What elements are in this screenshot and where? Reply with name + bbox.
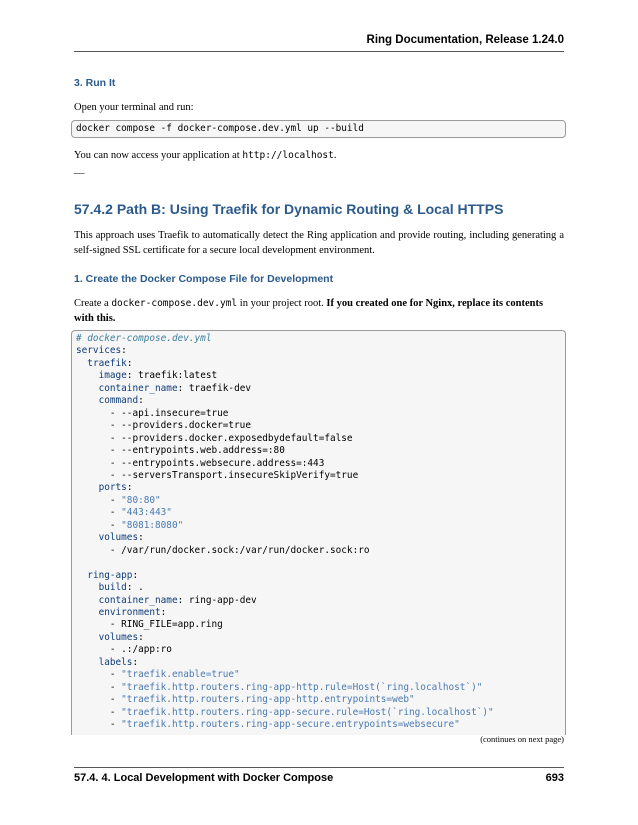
run-command: docker compose -f docker-compose.dev.yml up --build xyxy=(76,123,364,134)
code-line: volumes: xyxy=(98,631,144,643)
yaml-key: labels xyxy=(98,656,133,668)
code-line: - "8081:8080" xyxy=(76,519,184,531)
yaml-list-value: --serversTransport.insecureSkipVerify=true xyxy=(121,469,359,481)
yaml-list-value: "80:80" xyxy=(121,494,161,506)
yaml-key: ports xyxy=(98,482,127,494)
code-line: - "traefik.http.routers.ring-app-http.rule=Host(`ring.localhost`)" xyxy=(76,681,483,693)
yaml-code xyxy=(72,331,565,734)
access-suffix: . xyxy=(333,150,337,161)
yaml-list-value: RING_FILE=app.ring xyxy=(121,619,223,631)
code-line: - "traefik.http.routers.ring-app-http.entrypoints=web" xyxy=(76,694,415,706)
page-footer xyxy=(74,772,564,784)
yaml-key: traefik xyxy=(87,357,127,369)
access-text xyxy=(74,149,564,164)
run-command-block xyxy=(71,120,566,138)
yaml-list-value: --entrypoints.websecure.address=:443 xyxy=(121,457,325,469)
code-line: - "80:80" xyxy=(76,494,161,506)
yaml-list-value: "8081:8080" xyxy=(121,519,184,531)
yaml-list-value: --providers.docker=true xyxy=(121,420,251,432)
code-line: volumes: xyxy=(98,532,144,544)
yaml-list-value: .:/app:ro xyxy=(121,644,172,656)
create-compose-text xyxy=(74,297,564,326)
yaml-list-value: "traefik.enable=true" xyxy=(121,669,240,681)
footer-section: 57.4. 4. Local Development with Docker Compose xyxy=(74,772,334,784)
yaml-list-value: --entrypoints.web.address=:80 xyxy=(121,445,285,457)
code-line: - "traefik.http.routers.ring-app-secure.entrypoints=websecure" xyxy=(76,719,460,731)
heading-create-compose: 1. Create the Docker Compose File for Development xyxy=(74,273,334,285)
yaml-key: volumes xyxy=(98,532,139,544)
yaml-list-value: "traefik.http.routers.ring-app-http.rule=Host(`ring.localhost`)" xyxy=(121,681,483,693)
code-line: environment: xyxy=(98,606,167,618)
yaml-list-value: "traefik.http.routers.ring-app-secure.entrypoints=websecure" xyxy=(121,719,460,731)
code-line: - "traefik.enable=true" xyxy=(76,669,240,681)
heading-path-b: 57.4.2 Path B: Using Traefik for Dynamic Routing & Local HTTPS xyxy=(74,201,504,217)
compose-filename: docker-compose.dev.yml xyxy=(111,298,238,309)
code-line: build: . xyxy=(98,582,144,594)
localhost-link[interactable]: http://localhost xyxy=(242,150,334,161)
yaml-value: traefik:latest xyxy=(132,370,218,382)
yaml-key: ring-app xyxy=(87,569,133,581)
yaml-key: container_name xyxy=(98,594,178,606)
yaml-key: volumes xyxy=(98,631,139,643)
code-line: ring-app: xyxy=(87,569,139,581)
code-line: - /var/run/docker.sock:/var/run/docker.sock:ro xyxy=(76,544,370,556)
code-line: container_name: traefik-dev xyxy=(98,382,251,394)
yaml-list-value: "443:443" xyxy=(121,507,172,519)
heading-run-it: 3. Run It xyxy=(74,77,116,89)
code-line: container_name: ring-app-dev xyxy=(98,594,257,606)
yaml-key: build xyxy=(98,582,127,594)
page-number: 693 xyxy=(545,772,564,784)
create-prefix: Create a xyxy=(74,298,112,309)
continues-note: (continues on next page) xyxy=(480,734,564,744)
code-line: - RING_FILE=app.ring xyxy=(76,619,223,631)
footer-rule xyxy=(74,767,564,768)
yaml-list-value: /var/run/docker.sock:/var/run/docker.sock:ro xyxy=(121,544,370,556)
code-line: - --serversTransport.insecureSkipVerify=true xyxy=(76,469,359,481)
code-comment: # docker-compose.dev.yml xyxy=(76,333,212,344)
code-line: - --entrypoints.websecure.address=:443 xyxy=(76,457,325,469)
run-intro-text: Open your terminal and run: xyxy=(74,102,194,113)
yaml-key: environment xyxy=(98,606,161,618)
code-line: - --providers.docker.exposedbydefault=false xyxy=(76,432,353,444)
code-line: - --providers.docker=true xyxy=(76,420,251,432)
code-line: ports: xyxy=(98,482,133,494)
code-line: services: xyxy=(76,345,127,357)
create-bold-note: If you created one for Nginx, replace its contents with this. xyxy=(74,298,544,324)
yaml-list-value: "traefik.http.routers.ring-app-secure.rule=Host(`ring.localhost`)" xyxy=(121,706,494,718)
code-line: image: traefik:latest xyxy=(98,370,218,382)
code-line: - "traefik.http.routers.ring-app-secure.rule=Host(`ring.localhost`)" xyxy=(76,706,494,718)
access-prefix: You can now access your application at xyxy=(74,150,243,161)
yaml-key: container_name xyxy=(98,382,178,394)
yaml-key: command xyxy=(98,395,139,407)
code-line: labels: xyxy=(98,656,139,668)
yaml-key: image xyxy=(98,370,127,382)
code-line: - --api.insecure=true xyxy=(76,407,229,419)
create-middle: in your project root. xyxy=(237,298,327,309)
yaml-value: traefik-dev xyxy=(183,382,251,394)
section-separator: — xyxy=(74,168,85,179)
path-b-intro: This approach uses Traefik to automatically detect the Ring application and provide routing, including generating a self-signed SSL certificate for a secure local development environment. xyxy=(74,230,564,256)
yaml-list-value: --providers.docker.exposedbydefault=false xyxy=(121,432,353,444)
yaml-value: . xyxy=(132,582,144,594)
yaml-key: services xyxy=(76,345,122,357)
yaml-list-value: --api.insecure=true xyxy=(121,407,229,419)
code-line: - .:/app:ro xyxy=(76,644,172,656)
yaml-code-block xyxy=(71,330,566,735)
code-line xyxy=(76,333,211,344)
code-line: traefik: xyxy=(87,357,133,369)
header-rule xyxy=(74,51,564,52)
yaml-list-value: "traefik.http.routers.ring-app-http.entrypoints=web" xyxy=(121,694,415,706)
yaml-value: ring-app-dev xyxy=(183,594,257,606)
page-header-title: Ring Documentation, Release 1.24.0 xyxy=(366,34,564,46)
code-line: - "443:443" xyxy=(76,507,172,519)
code-line: command: xyxy=(98,395,144,407)
code-line: - --entrypoints.web.address=:80 xyxy=(76,445,285,457)
